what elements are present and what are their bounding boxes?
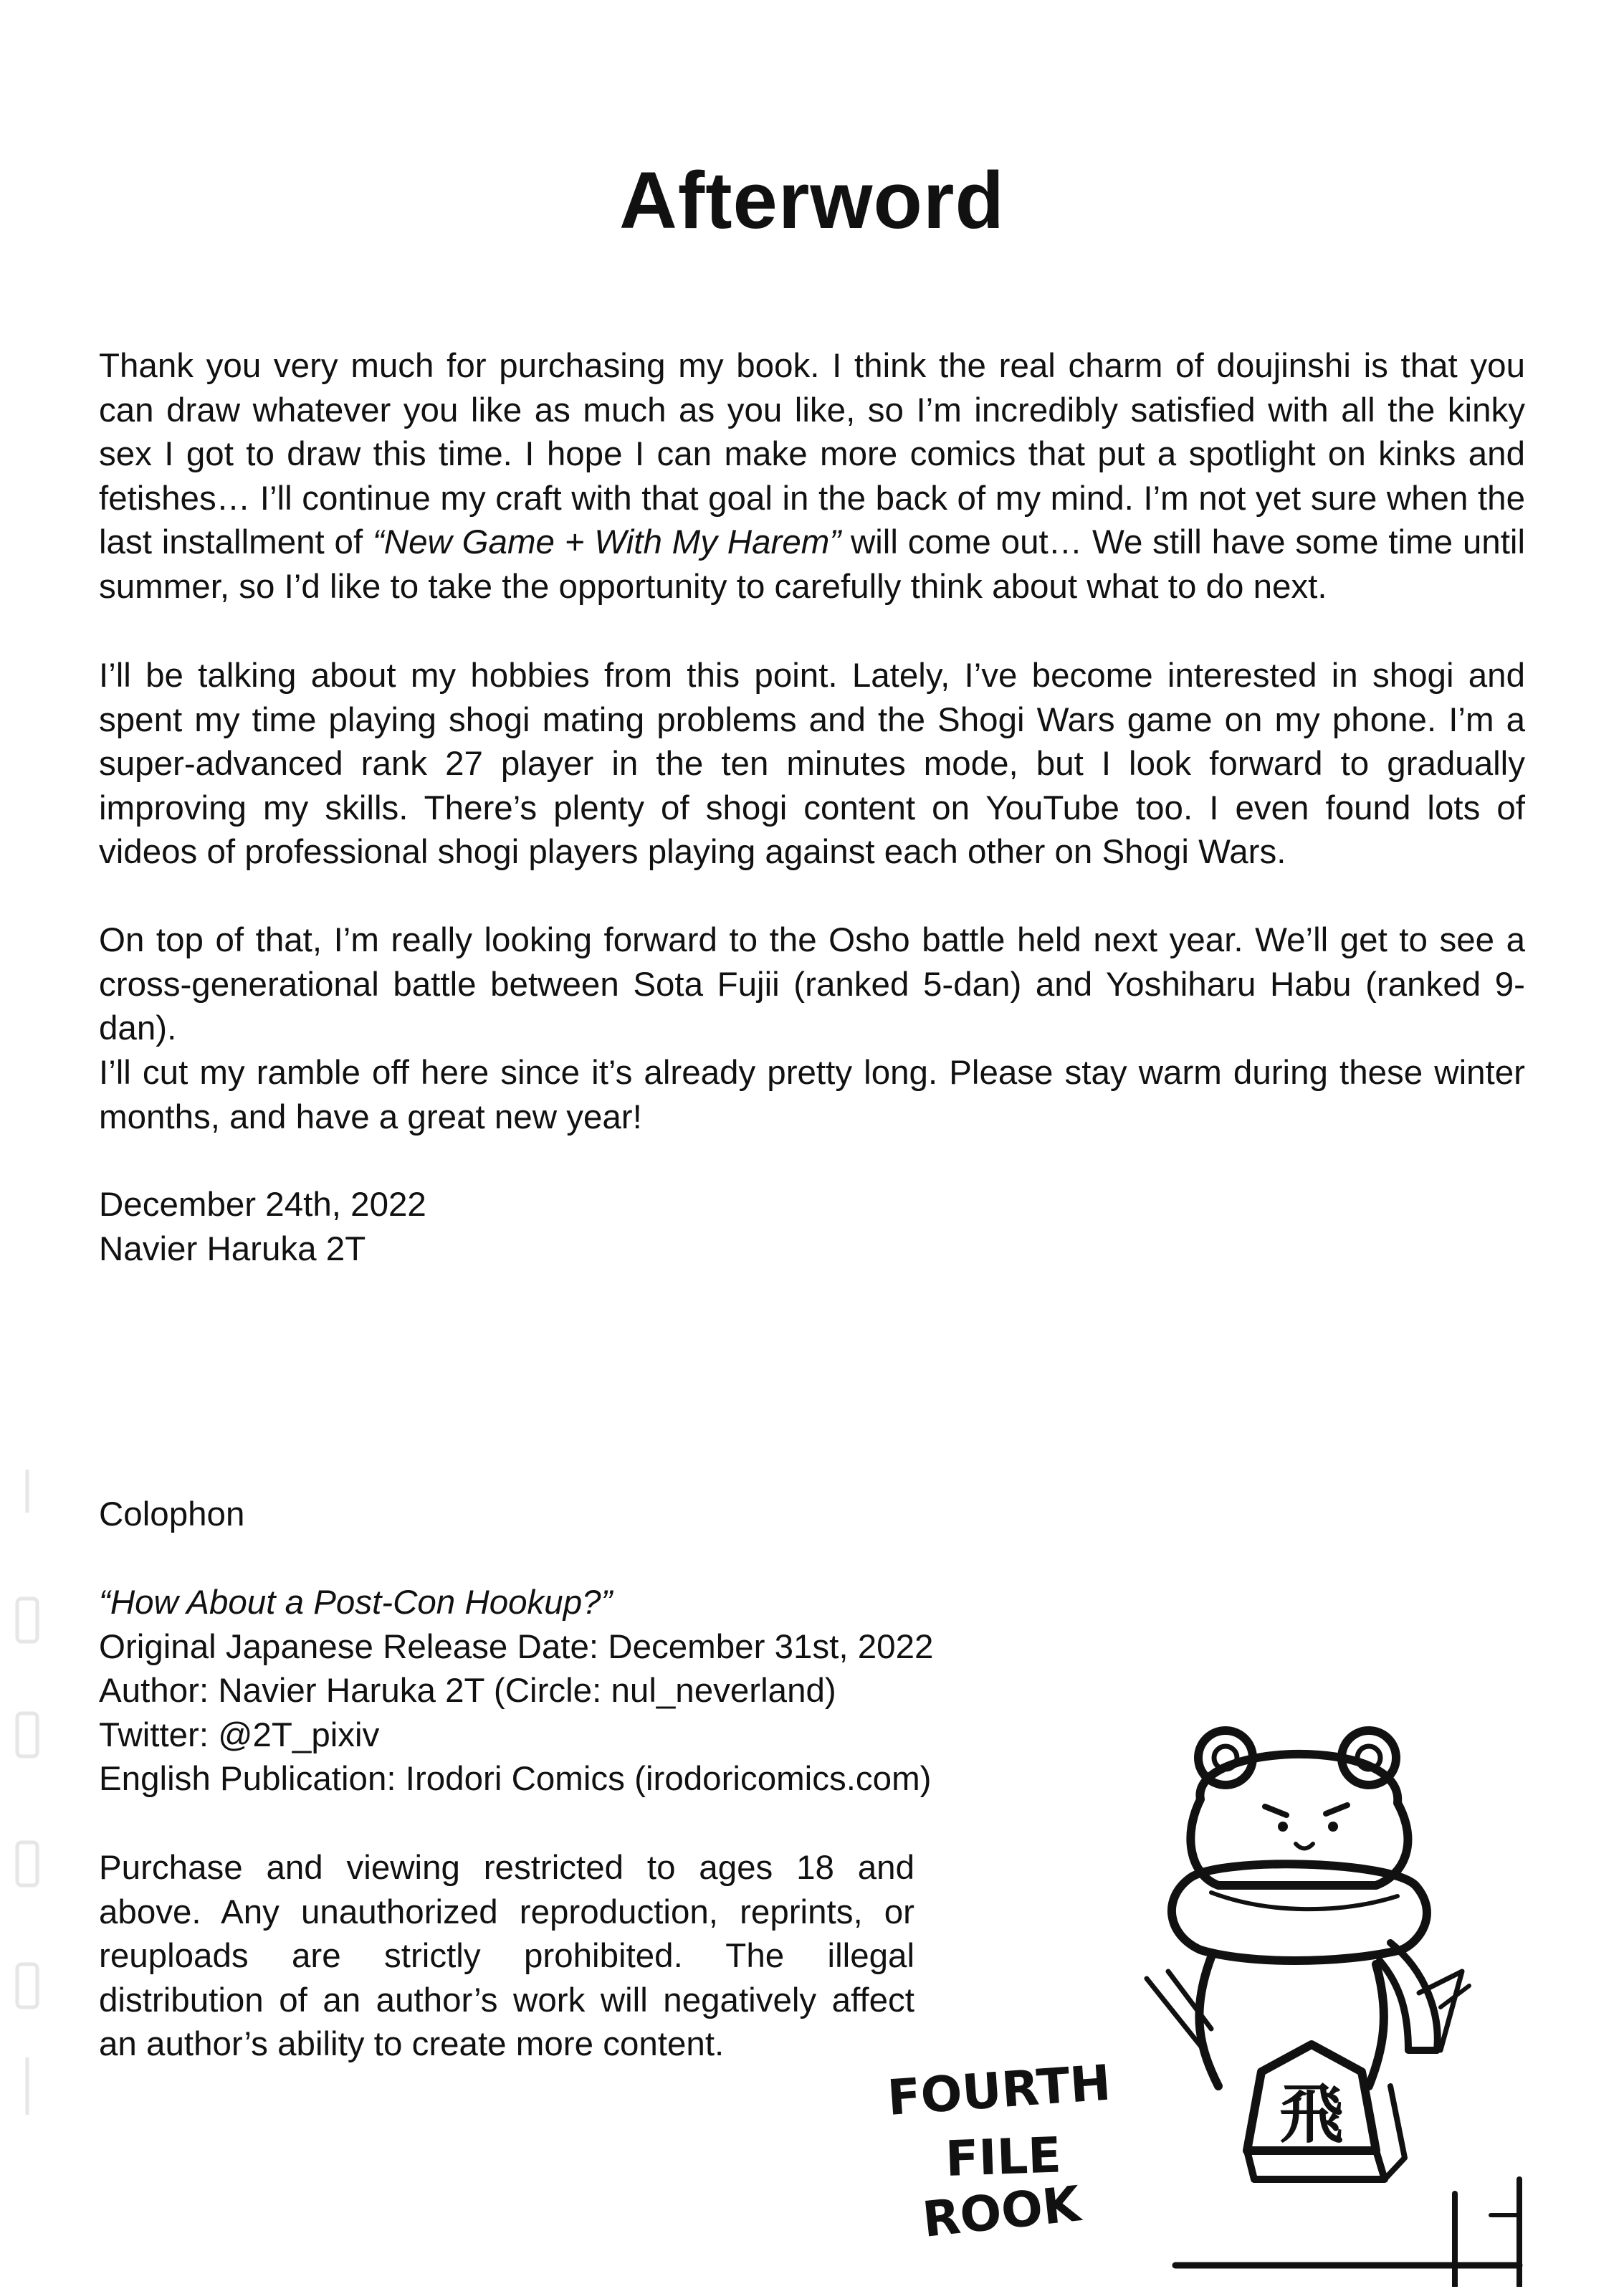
illustration-caption	[886, 2055, 1113, 2249]
afterword-paragraph-4	[99, 1051, 1525, 1139]
signature-date: December 24th, 2022	[99, 1186, 426, 1224]
colophon-details	[99, 1581, 959, 1802]
paragraph-4-text: I’ll cut my ramble off here since it’s already pretty long. Please stay warm during these winter months, and have a great new year!	[99, 1054, 1525, 1136]
caption-word-3: ROOK	[920, 2176, 1084, 2249]
paragraph-1-text-a: Thank you very much for purchasing my book. I think the real charm of doujinshi is that you can draw whatever you like as much as you like, so I’m incredibly satisfied with all the kinky sex I got to draw this time. I hope I can make more comics that put a spotlight on kinks and fetishes… I’ll continue my craft with that goal in the back of my mind. I’m not yet sure when the last installment of	[99, 347, 1525, 561]
series-title: “New Game + With My Harem”	[372, 523, 841, 561]
bear-shogi-illustration-icon	[874, 1713, 1534, 2287]
margin-marks	[13, 1470, 42, 2115]
colophon-heading: Colophon	[99, 1495, 245, 1533]
paragraph-1-text-b: will come out… We still have some time until summer, so I’d like to take the opportunity to carefully think about what to do next.	[99, 523, 1525, 606]
colophon-twitter: Twitter: @2T_pixiv	[99, 1715, 380, 1754]
colophon-work-title: “How About a Post-Con Hookup?”	[99, 1584, 613, 1622]
colophon-release-date: Original Japanese Release Date: December 31st, 2022	[99, 1627, 934, 1666]
afterword-paragraph-2	[99, 654, 1525, 875]
legal-notice	[99, 1846, 914, 2067]
signature-author: Navier Haruka 2T	[99, 1229, 366, 1268]
caption-word-1: FOURTH	[885, 2055, 1113, 2127]
caption-word-2: FILE	[944, 2127, 1063, 2188]
colophon-publication: English Publication: Irodori Comics (irodoricomics.com)	[99, 1760, 932, 1798]
colophon-author: Author: Navier Haruka 2T (Circle: nul_neverland)	[99, 1672, 836, 1710]
afterword-paragraph-3	[99, 918, 1525, 1051]
afterword-paragraph-1	[99, 344, 1525, 609]
page-title: Afterword	[619, 156, 1005, 245]
signature-block	[99, 1183, 1525, 1271]
legal-notice-text: Purchase and viewing restricted to ages 18 and above. Any unauthorized reproduction, reprints, or reuploads are strictly prohibited. The illegal distribution of an author’s work will negatively affect an author’s ability to create more content.	[99, 1849, 914, 2063]
shogi-piece-glyph: 飛	[1279, 2076, 1344, 2152]
paragraph-2-text: I’ll be talking about my hobbies from this point. Lately, I’ve become interested in shogi and spent my time playing shogi mating problems and the Shogi Wars game on my phone. I’m a super-advanced rank 27 player in the ten minutes mode, but I look forward to gradually improving my skills. There’s plenty of shogi content on YouTube too. I even found lots of videos of professional shogi players playing against each other on Shogi Wars.	[99, 657, 1525, 871]
paragraph-3-text: On top of that, I’m really looking forward to the Osho battle held next year. We’ll get to see a cross-generational battle between Sota Fujii (ranked 5-dan) and Yoshiharu Habu (ranked 9-dan).	[99, 921, 1525, 1047]
